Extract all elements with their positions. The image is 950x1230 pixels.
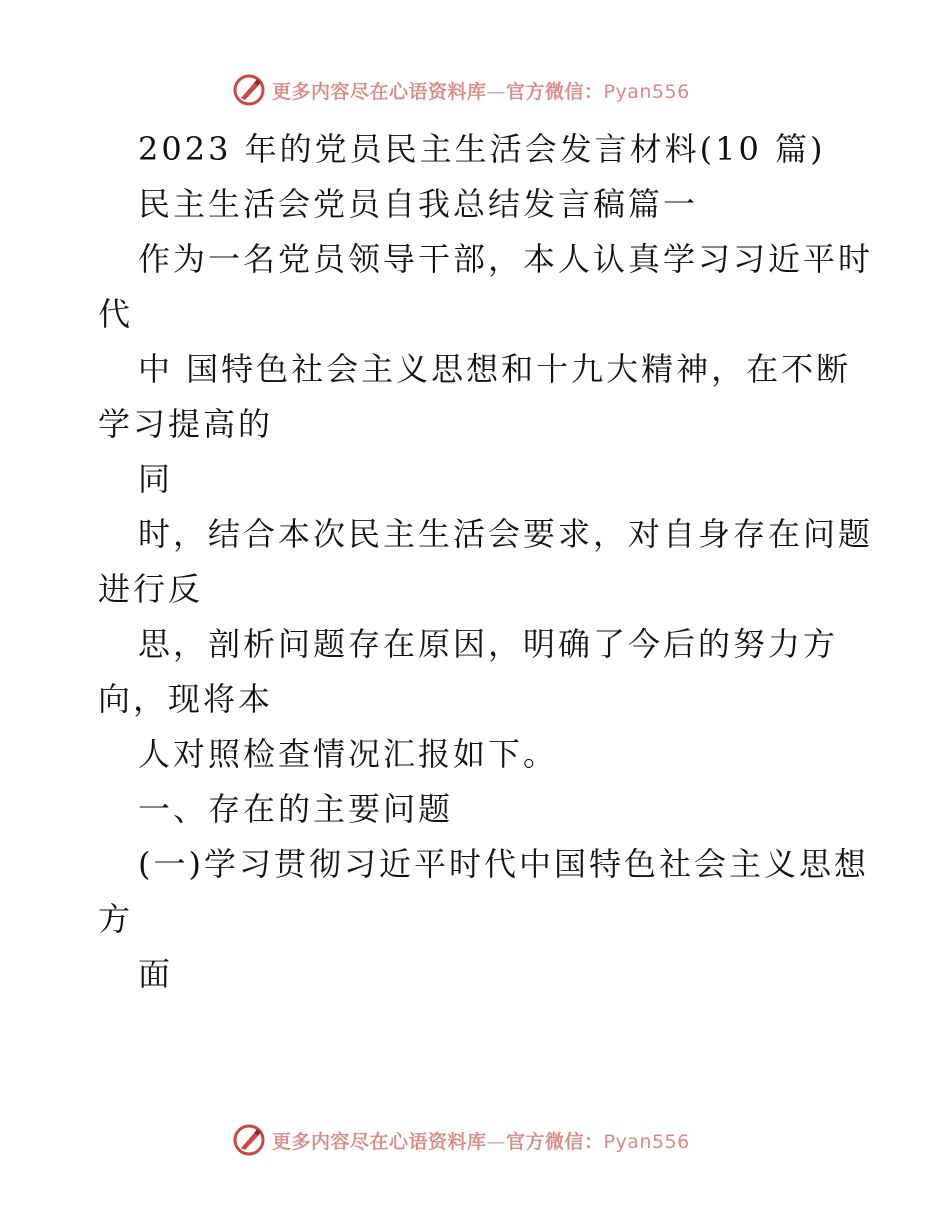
watermark-site-name: 更多内容尽在心语资料库 [272,1130,487,1153]
watermark-wechat-id: Pyan556 [603,1130,690,1153]
watermark-text [272,77,690,104]
paragraph-line: 方 [98,900,134,938]
paragraph-line: 作为一名党员领导干部，本人认真学习习近平时 [138,240,874,278]
watermark-wechat-label: 官方微信： [506,80,604,103]
watermark-text [272,1127,690,1154]
subsection-heading: 一、存在的主要问题 [138,790,454,828]
watermark-wechat-label: 官方微信： [506,1130,604,1153]
paragraph-line: 向，现将本 [98,680,274,718]
paragraph-line: 时，结合本次民主生活会要求，对自身存在问题 [138,515,874,553]
footer-watermark [232,1120,732,1160]
subsection-heading: (一)学习贯彻习近平时代中国特色社会主义思想 [138,845,869,883]
document-body [98,122,874,1002]
section-heading: 民主生活会党员自我总结发言稿篇一 [138,185,699,223]
paragraph-line: 学习提高的 [98,405,274,443]
watermark-site-name: 更多内容尽在心语资料库 [272,80,487,103]
paragraph-line: 同 [138,460,174,498]
paragraph-line: 人对照检查情况汇报如下。 [138,735,559,773]
document-title: 2023 年的党员民主生活会发言材料(10 篇) [138,130,826,168]
watermark-dash: — [486,80,507,103]
header-watermark [232,70,732,110]
paragraph-line: 思，剖析问题存在原因，明确了今后的努力方 [138,625,839,663]
pen-logo-icon [232,1123,266,1157]
pen-logo-icon [232,73,266,107]
watermark-dash: — [486,1130,507,1153]
paragraph-line: 面 [138,955,174,993]
paragraph-line: 中 国特色社会主义思想和十九大精神，在不断 [138,350,852,388]
paragraph-line: 进行反 [98,570,204,608]
paragraph-line: 代 [98,295,134,333]
watermark-wechat-id: Pyan556 [603,80,690,103]
